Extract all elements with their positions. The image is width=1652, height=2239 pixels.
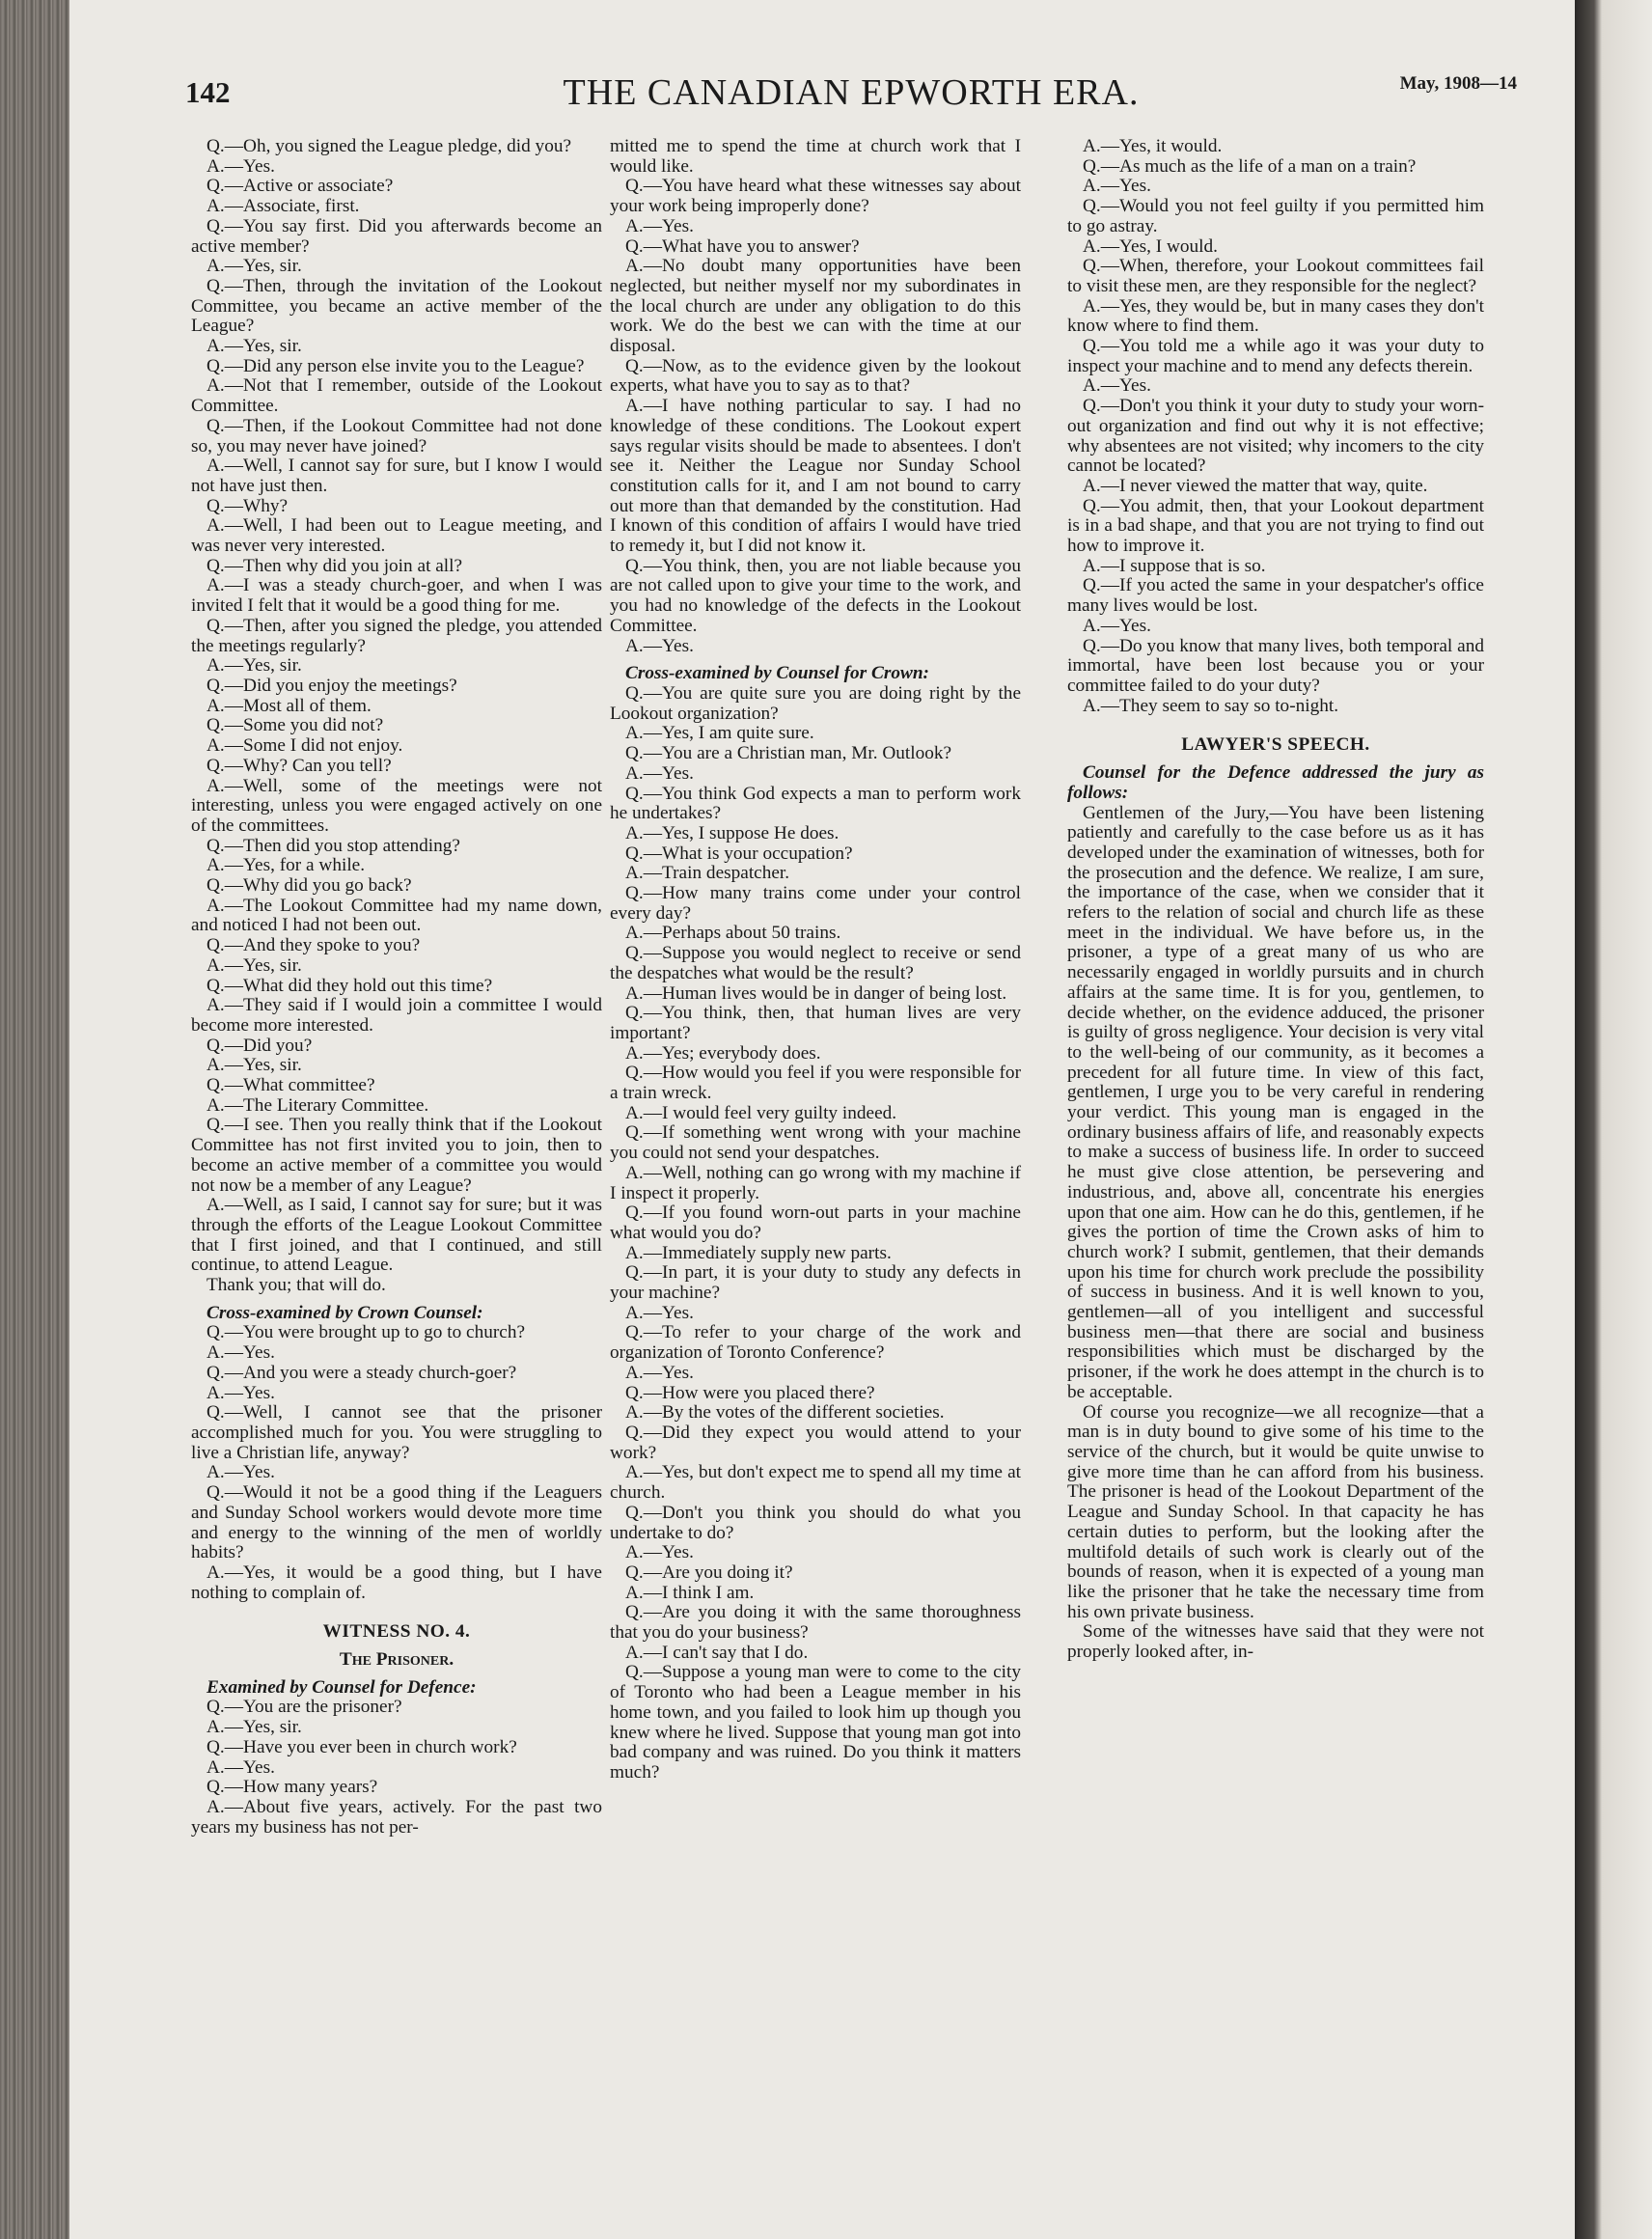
issue-date: May, 1908—14 — [1399, 73, 1517, 94]
question-text: Q.—How many years? — [206, 1777, 378, 1798]
question-text: Q.—What did they hold out this time? — [206, 975, 493, 996]
answer-text: A.—Yes, sir. — [206, 954, 302, 976]
answer-text: A.—Yes. — [625, 1542, 694, 1563]
answer-text: A.—No doubt many opportunities have been neglected, but neither myself nor my subordinates in the local church are under any obligation to do this work. We do the best we can with the time at our disposal. — [610, 256, 1021, 357]
examination-heading: Counsel for the Defence addressed the jury as follows: — [1067, 762, 1484, 803]
examination-heading: Cross-examined by Counsel for Crown: — [625, 663, 929, 684]
column-2 — [610, 137, 1021, 1783]
answer-text: A.—I never viewed the matter that way, quite. — [1083, 475, 1428, 496]
section-heading: WITNESS NO. 4. — [322, 1621, 471, 1643]
question-text: Q.—Do you know that many lives, both temporal and immortal, have been lost because you or your committee failed to do your duty? — [1067, 635, 1484, 696]
column-3 — [1067, 137, 1484, 1663]
question-text: Q.—And you were a steady church-goer? — [206, 1362, 517, 1383]
question-text: Q.—Are you doing it? — [625, 1562, 793, 1583]
answer-text: A.—Associate, first. — [206, 196, 360, 217]
question-text: Q.—Would it not be a good thing if the Leaguers and Sunday School workers would devote more time and energy to the winning of the men of worldly habits? — [191, 1482, 602, 1563]
question-text: Q.—How were you placed there? — [625, 1382, 875, 1403]
answer-text: A.—Perhaps about 50 trains. — [625, 923, 841, 944]
paragraph-continued: mitted me to spend the time at church work that I would like. — [610, 136, 1021, 177]
question-text: Q.—And they spoke to you? — [206, 935, 421, 956]
answer-text: A.—Yes. — [1083, 375, 1151, 397]
answer-text: A.—I have nothing particular to say. I had no knowledge of these conditions. The Lookout expert says regular visits should be made to absentees. I don't see it. Neither the League nor Sunday School constitution calls for it, and I am not bound to carry out more than that demanded by the constitution. Had I known of this condition of affairs I would have tried to remedy it, but I did not know it. — [610, 396, 1021, 557]
question-text: Q.—You are the prisoner? — [206, 1697, 402, 1718]
answer-text: A.—Yes. — [1083, 176, 1151, 197]
answer-text: A.—Yes, sir. — [206, 1055, 302, 1076]
answer-text: A.—Yes, sir. — [206, 256, 302, 277]
answer-text: A.—Well, as I said, I cannot say for sure; but it was through the efforts of the League Lookout Committee that I first joined, and that I continued, and still continue, to attend League. — [191, 1195, 602, 1276]
answer-text: A.—Train despatcher. — [625, 863, 790, 884]
question-text: Q.—Did you enjoy the meetings? — [206, 675, 457, 696]
book-spine-right — [1575, 0, 1652, 2239]
question-text: Q.—What committee? — [206, 1075, 375, 1096]
answer-text: A.—Most all of them. — [206, 695, 372, 716]
answer-text: A.—Yes. — [625, 215, 694, 236]
publication-title: THE CANADIAN EPWORTH ERA. — [563, 72, 1140, 113]
answer-text: A.—Yes, they would be, but in many cases they don't know where to find them. — [1067, 295, 1484, 337]
page-number: 142 — [185, 75, 231, 109]
question-text: Q.—Then, through the invitation of the Lookout Committee, you became an active member of the League? — [191, 275, 602, 337]
examination-heading: Examined by Counsel for Defence: — [206, 1676, 477, 1698]
question-text: Q.—Then, after you signed the pledge, you attended the meetings regularly? — [191, 615, 602, 656]
question-text: Q.—Did you? — [206, 1035, 313, 1056]
question-text: Q.—Then why did you join at all? — [206, 555, 463, 576]
answer-text: A.—Yes, for a while. — [206, 855, 366, 876]
question-text: Q.—How many trains come under your control every day? — [610, 883, 1021, 924]
answer-text: A.—Human lives would be in danger of being lost. — [625, 982, 1007, 1004]
question-text: Q.—Don't you think it your duty to study your worn-out organization and find out why it is not effective; why absentees are not visited; why incomers to the city cannot be located? — [1067, 396, 1484, 477]
answer-text: A.—Yes, but don't expect me to spend all my time at church. — [610, 1462, 1021, 1504]
question-text: Q.—What is your occupation? — [625, 843, 853, 864]
question-text: Q.—What have you to answer? — [625, 235, 860, 257]
question-text: Q.—Active or associate? — [206, 176, 394, 197]
answer-text: A.—Yes. — [206, 155, 275, 177]
question-text: Q.—Did any person else invite you to the League? — [206, 355, 585, 376]
answer-text: A.—Yes; everybody does. — [625, 1042, 821, 1064]
answer-text: A.—Yes. — [625, 635, 694, 656]
answer-text: A.—Yes. — [1083, 615, 1151, 636]
question-text: Q.—Oh, you signed the League pledge, did you? — [206, 136, 572, 156]
answer-text: A.—Well, nothing can go wrong with my machine if I inspect it properly. — [610, 1162, 1021, 1203]
paragraph: Some of the witnesses have said that they were not properly looked after, in- — [1067, 1621, 1484, 1663]
answer-text: A.—I would feel very guilty indeed. — [625, 1102, 897, 1123]
examination-heading: Cross-examined by Crown Counsel: — [206, 1302, 483, 1323]
answer-text: A.—I think I am. — [625, 1582, 755, 1603]
answer-text: A.—Yes, it would be a good thing, but I have nothing to complain of. — [191, 1562, 602, 1603]
paragraph: Of course you recognize—we all recognize—that a man is in duty bound to give some of his time to the service of the church, but it would be quite unwise to give more time than he can afford from his business. The prisoner is head of the Lookout Department of the League and Sunday School. In that capacity he has certain duties to perform, but the looking after the multifold details of such work is clearly out of the bounds of reason, when it is expected of a young man like the prisoner that he take the necessary time from his own private business. — [1067, 1401, 1484, 1622]
magazine-page — [69, 0, 1575, 2239]
answer-text: A.—I can't say that I do. — [625, 1642, 809, 1663]
question-text: Q.—You are a Christian man, Mr. Outlook? — [625, 743, 952, 764]
question-text: Q.—Have you ever been in church work? — [206, 1736, 517, 1757]
question-text: Q.—As much as the life of a man on a train? — [1083, 155, 1417, 177]
question-text: Q.—Would you not feel guilty if you permitted him to go astray. — [1067, 196, 1484, 236]
answer-text: A.—Well, I had been out to League meeting, and was never very interested. — [191, 515, 602, 557]
answer-text: A.—Not that I remember, outside of the Lookout Committee. — [191, 375, 602, 417]
answer-text: A.—Yes. — [625, 762, 694, 784]
question-text: Q.—You say first. Did you afterwards become an active member? — [191, 215, 602, 257]
answer-text: A.—Yes. — [625, 1302, 694, 1323]
question-text: Q.—Don't you think you should do what you undertake to do? — [610, 1502, 1021, 1543]
question-text: Q.—Why did you go back? — [206, 875, 412, 897]
masthead — [185, 69, 1517, 122]
answer-text: A.—Yes, I am quite sure. — [625, 723, 814, 744]
answer-text: A.—Yes, it would. — [1083, 136, 1223, 156]
answer-text: A.—Immediately supply new parts. — [625, 1242, 892, 1263]
question-text: Q.—You told me a while ago it was your duty to inspect your machine and to mend any defects therein. — [1067, 336, 1484, 376]
question-text: Q.—You are quite sure you are doing right by the Lookout organization? — [610, 682, 1021, 724]
answer-text: A.—Some I did not enjoy. — [206, 735, 403, 757]
question-text: Q.—Why? — [206, 495, 289, 516]
question-text: Q.—You admit, then, that your Lookout department is in a bad shape, and that you are not trying to find out how to improve it. — [1067, 495, 1484, 557]
column-1 — [191, 137, 602, 1838]
answer-text: A.—Yes, sir. — [206, 336, 302, 357]
question-text: Q.—Then, if the Lookout Committee had not done so, you may never have joined? — [191, 415, 602, 456]
question-text: Q.—You think God expects a man to perform work he undertakes? — [610, 783, 1021, 824]
question-text: Q.—To refer to your charge of the work and organization of Toronto Conference? — [610, 1322, 1021, 1364]
question-text: Q.—Did they expect you would attend to your work? — [610, 1423, 1021, 1463]
answer-text: A.—The Literary Committee. — [206, 1094, 429, 1116]
question-text: Q.—Well, I cannot see that the prisoner accomplished much for you. You were struggling to live a Christian life, anyway? — [191, 1402, 602, 1463]
answer-text: A.—I suppose that is so. — [1083, 555, 1266, 576]
answer-text: A.—Yes. — [206, 1462, 275, 1483]
answer-text: A.—The Lookout Committee had my name down, and noticed I had not been out. — [191, 895, 602, 936]
question-text: Q.—I see. Then you really think that if the Lookout Committee has not first invited you to join, then to become an active member of a committee you would not now be a member of any League? — [191, 1115, 602, 1196]
answer-text: A.—Yes. — [206, 1342, 275, 1364]
answer-text: A.—Yes, sir. — [206, 655, 302, 677]
question-text: Q.—In part, it is your duty to study any defects in your machine? — [610, 1262, 1021, 1304]
paragraph: Thank you; that will do. — [206, 1275, 386, 1296]
paragraph: Gentlemen of the Jury,—You have been listening patiently and carefully to the case before us as it has developed under the examination of witnesses, both for the prosecution and the defence. We realize, I am sure, the importance of the case, when we consider that it refers to the relation of social and church life as these meet in the individual. We have before us, in the prisoner, a type of a great many of us who are necessarily engaged in worldly pursuits and in church affairs at the same time. It is for you, gentlemen, to decide whether, on the evidence adduced, the prisoner is guilty of gross negligence. Your decision is very vital to the well-being of our community, as it becomes a precedent for all future time. In view of this fact, gentlemen, I urge you to be very careful in rendering your verdict. This young man is engaged in the ordinary business affairs of life, and reasonably expects to make a success of business life. In order to succeed he must give close attention, be persevering and industrious, and, above all, concentrate his energies upon that one aim. How can he do this, gentlemen, if he gives the portion of time the Crown asks of him to church work? I submit, gentlemen, that their demands upon his time for church work preclude the possibility of success in business. And it is well known to you, gentlemen—all of you intelligent and successful business men—that there are social and business responsibilities which must be discharged by the prisoner, if the work he does attempt in the church is to be acceptable. — [1067, 802, 1484, 1402]
question-text: Q.—Some you did not? — [206, 715, 384, 736]
book-spine-left — [0, 0, 69, 2239]
question-text: Q.—If you acted the same in your despatcher's office many lives would be lost. — [1067, 575, 1484, 617]
question-text: Q.—How would you feel if you were responsible for a train wreck. — [610, 1063, 1021, 1104]
question-text: Q.—If you found worn-out parts in your machine what would you do? — [610, 1202, 1021, 1243]
answer-text: A.—Yes. — [206, 1382, 275, 1403]
section-subheading: The Prisoner. — [339, 1649, 454, 1671]
question-text: Q.—If something went wrong with your machine you could not send your despatches. — [610, 1122, 1021, 1164]
answer-text: A.—Yes, I would. — [1083, 235, 1218, 257]
answer-text: A.—Yes, sir. — [206, 1717, 302, 1738]
question-text: Q.—Suppose you would neglect to receive or send the despatches what would be the result? — [610, 943, 1021, 983]
question-text: Q.—You were brought up to go to church? — [206, 1322, 526, 1343]
question-text: Q.—Now, as to the evidence given by the lookout experts, what have you to say as to that? — [610, 355, 1021, 397]
answer-text: A.—Yes, I suppose He does. — [625, 822, 840, 843]
question-text: Q.—When, therefore, your Lookout committees fail to visit these men, are they responsible for the neglect? — [1067, 256, 1484, 296]
question-text: Q.—Why? Can you tell? — [206, 755, 392, 776]
question-text: Q.—You think, then, that human lives are very important? — [610, 1003, 1021, 1043]
answer-text: A.—Well, I cannot say for sure, but I know I would not have just then. — [191, 456, 602, 496]
answer-text: A.—I was a steady church-goer, and when I was invited I felt that it would be a good thing for me. — [191, 575, 602, 617]
answer-text: A.—Yes. — [206, 1756, 275, 1778]
answer-text: A.—They seem to say so to-night. — [1083, 695, 1339, 716]
section-heading: LAWYER'S SPEECH. — [1181, 734, 1370, 756]
question-text: Q.—Are you doing it with the same thoroughness that you do your business? — [610, 1602, 1021, 1644]
question-text: Q.—You think, then, you are not liable because you are not called upon to give your time to the work, and you had no knowledge of the defects in the Lookout Committee. — [610, 555, 1021, 636]
answer-text: A.—About five years, actively. For the past two years my business has not per- — [191, 1796, 602, 1838]
question-text: Q.—Then did you stop attending? — [206, 835, 460, 856]
answer-text: A.—Yes. — [625, 1362, 694, 1383]
answer-text: A.—Well, some of the meetings were not interesting, unless you were engaged actively on one of the committees. — [191, 775, 602, 836]
answer-text: A.—They said if I would join a committee I would become more interested. — [191, 995, 602, 1036]
question-text: Q.—Suppose a young man were to come to the city of Toronto who had been a League member in his home town, and you failed to look him up though you knew where he lived. Suppose that young man got into bad company and was ruined. Do you think it matters much? — [610, 1662, 1021, 1783]
question-text: Q.—You have heard what these witnesses say about your work being improperly done? — [610, 176, 1021, 217]
answer-text: A.—By the votes of the different societies. — [625, 1402, 945, 1424]
